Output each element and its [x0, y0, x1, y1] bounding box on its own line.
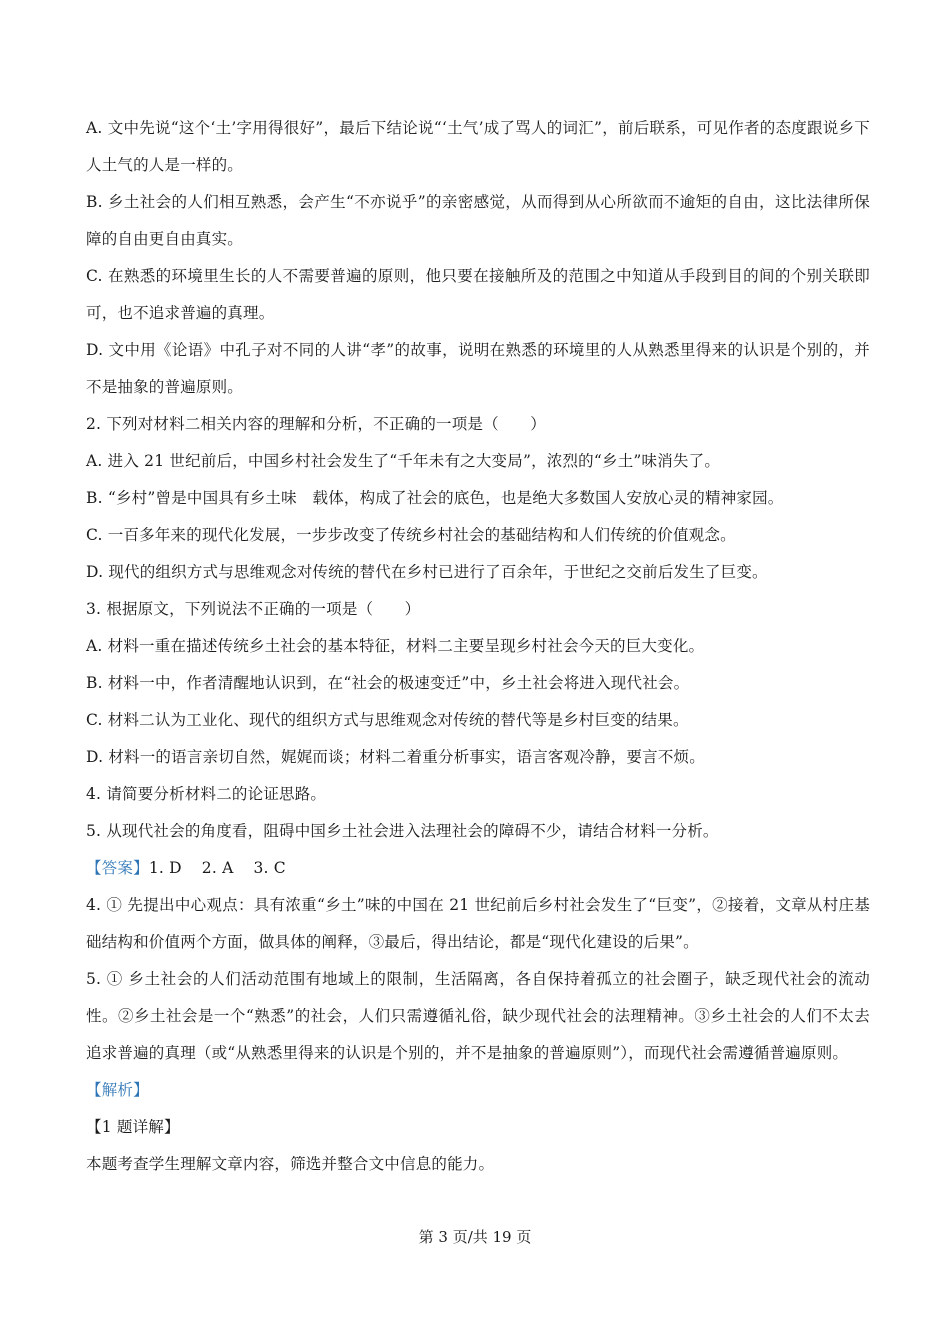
answer-4: 4. ① 先提出中心观点：具有浓重“乡土”味的中国在 21 世纪前后乡村社会发生了“巨变”，②接着，文章从村庄基础结构和价值两个方面，做具体的阐释，③最后，得出结论，都是“现代化建设的后果”。	[86, 896, 870, 951]
q3-option-c: C. 材料二认为工业化、现代的组织方式与思维观念对传统的替代等是乡村巨变的结果。	[86, 711, 689, 729]
page-content	[86, 110, 870, 1183]
q1-option-c: C. 在熟悉的环境里生长的人不需要普遍的原则，他只要在接触所及的范围之中知道从手段到目的间的个别关联即可，也不追求普遍的真理。	[86, 267, 870, 322]
page-footer: 第 3 页/共 19 页	[418, 1228, 532, 1246]
q2-stem: 2. 下列对材料二相关内容的理解和分析，不正确的一项是（ ）	[86, 415, 546, 433]
q2-option-b: B. “乡村”曾是中国具有乡土味 载体，构成了社会的底色，也是绝大多数国人安放心灵的精神家园。	[86, 489, 784, 507]
q1-option-b: B. 乡土社会的人们相互熟悉，会产生“不亦说乎”的亲密感觉，从而得到从心所欲而不逾矩的自由，这比法律所保障的自由更自由真实。	[86, 193, 870, 248]
answer-line	[86, 850, 870, 887]
q2-option-c: C. 一百多年来的现代化发展，一步步改变了传统乡村社会的基础结构和人们传统的价值观念。	[86, 526, 736, 544]
analysis-tag: 【解析】	[86, 1081, 149, 1099]
q3-option-d: D. 材料一的语言亲切自然，娓娓而谈；材料二着重分析事实，语言客观冷静，要言不烦。	[86, 748, 705, 766]
q1-option-a: A. 文中先说“这个‘土’字用得很好”，最后下结论说“‘土气’成了骂人的词汇”，前后联系，可见作者的态度跟说乡下人土气的人是一样的。	[86, 119, 870, 174]
q5-stem: 5. 从现代社会的角度看，阻碍中国乡土社会进入法理社会的障碍不少，请结合材料一分析。	[86, 822, 719, 840]
q1-option-d: D. 文中用《论语》中孔子对不同的人讲“孝”的故事，说明在熟悉的环境里的人从熟悉里得来的认识是个别的，并不是抽象的普遍原则。	[86, 341, 870, 396]
answer-2: 2. A	[201, 859, 234, 877]
answer-tag: 【答案】	[86, 859, 149, 877]
answer-3: 3. C	[253, 859, 286, 877]
analysis-heading	[86, 1072, 870, 1109]
analysis-text1: 本题考查学生理解文章内容，筛选并整合文中信息的能力。	[86, 1155, 495, 1173]
q4-stem: 4. 请简要分析材料二的论证思路。	[86, 785, 327, 803]
q3-option-a: A. 材料一重在描述传统乡土社会的基本特征，材料二主要呈现乡村社会今天的巨大变化。	[86, 637, 705, 655]
answer-5: 5. ① 乡土社会的人们活动范围有地域上的限制，生活隔离，各自保持着孤立的社会圈子，缺乏现代社会的流动性。②乡土社会是一个“熟悉”的社会，人们只需遵循礼俗，缺少现代社会的法理精神。③乡土社会的人们不太去追求普遍的真理（或“从熟悉里得来的认识是个别的，并不是抽象的普遍原则”），而现代社会需遵循普遍原则。	[86, 970, 870, 1062]
answer-1: 1. D	[148, 859, 182, 877]
q2-option-a: A. 进入 21 世纪前后，中国乡村社会发生了“千年未有之大变局”，浓烈的“乡土”味消失了。	[86, 452, 721, 470]
q3-stem: 3. 根据原文，下列说法不正确的一项是（ ）	[86, 600, 421, 618]
q2-option-d: D. 现代的组织方式与思维观念对传统的替代在乡村已进行了百余年，于世纪之交前后发生了巨变。	[86, 563, 768, 581]
analysis-sub1: 【1 题详解】	[86, 1118, 180, 1136]
q3-option-b: B. 材料一中，作者清醒地认识到，在“社会的极速变迁”中，乡土社会将进入现代社会。	[86, 674, 690, 692]
